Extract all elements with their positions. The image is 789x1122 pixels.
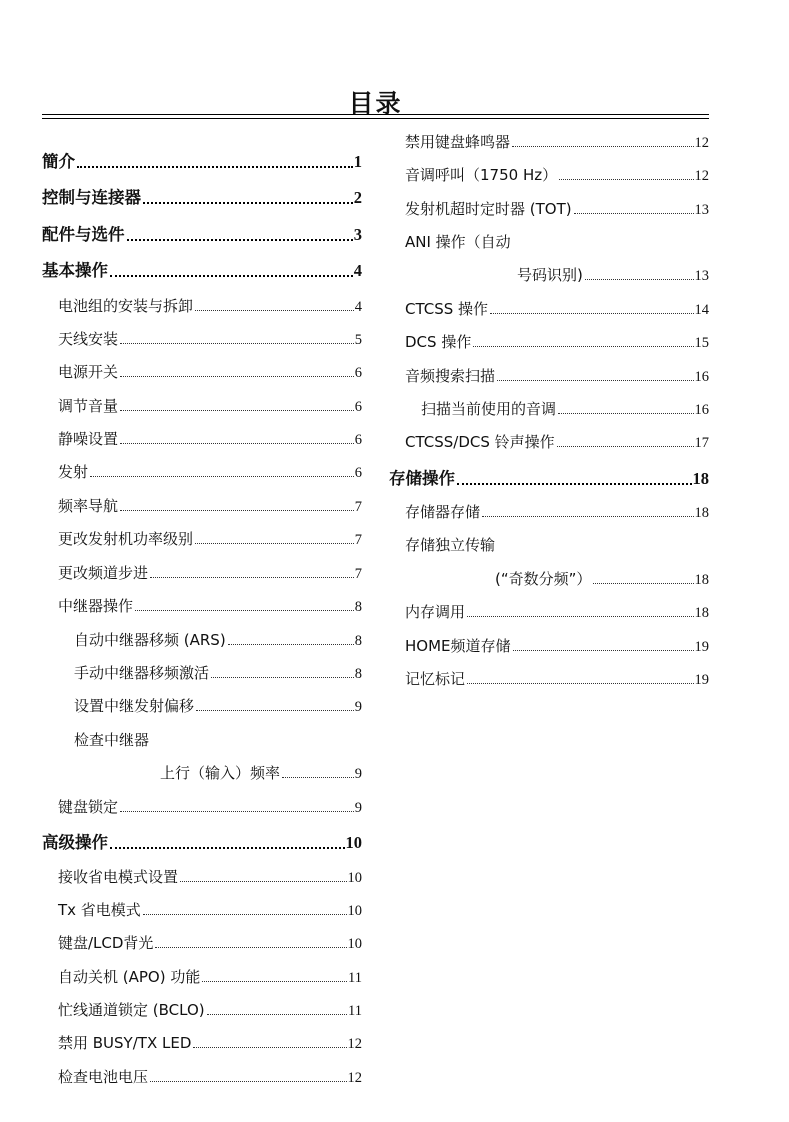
toc-entry[interactable] (74, 729, 149, 750)
toc-entry[interactable] (42, 221, 362, 245)
dot-leader (557, 446, 694, 447)
dot-leader (150, 577, 354, 578)
dot-leader (574, 213, 694, 214)
dot-leader (513, 650, 694, 651)
dot-leader (110, 275, 353, 277)
toc-entry-title: 更改频道步进 (58, 564, 149, 582)
toc-page-number: 9 (354, 699, 362, 715)
toc-page-number: 12 (694, 168, 709, 184)
toc-page-number: 13 (694, 268, 709, 284)
toc-entry-title: 发射机超时定时器 (TOT) (405, 200, 572, 218)
dot-leader (155, 947, 346, 948)
dot-leader (120, 343, 354, 344)
toc-page-number: 4 (353, 261, 362, 280)
toc-entry[interactable] (42, 829, 362, 853)
toc-entry[interactable] (58, 999, 362, 1020)
toc-entry[interactable] (58, 595, 362, 616)
toc-entry[interactable] (74, 695, 362, 716)
toc-entry-title: 设置中继发射偏移 (74, 697, 195, 715)
toc-page-number: 6 (354, 399, 362, 415)
dot-leader (143, 914, 347, 915)
toc-page-number: 7 (354, 566, 362, 582)
toc-entry[interactable] (58, 428, 362, 449)
toc-entry[interactable] (405, 198, 709, 219)
toc-page-number: 18 (694, 605, 709, 621)
dot-leader (482, 516, 693, 517)
dot-leader (120, 510, 354, 511)
toc-page-number: 19 (694, 672, 709, 688)
dot-leader (593, 583, 693, 584)
toc-entry-title: 内存调用 (405, 603, 466, 621)
dot-leader (512, 146, 693, 147)
toc-entry-title: 检查中继器 (74, 731, 150, 749)
dot-leader (282, 777, 354, 778)
dot-leader (196, 710, 354, 711)
toc-entry-title: 电源开关 (58, 363, 119, 381)
dot-leader (457, 483, 692, 485)
toc-entry[interactable] (58, 395, 362, 416)
dot-leader (195, 543, 354, 544)
toc-entry[interactable] (58, 1066, 362, 1087)
toc-page-number: 12 (694, 135, 709, 151)
dot-leader (490, 313, 693, 314)
toc-page-number: 5 (354, 332, 362, 348)
toc-page-number: 18 (694, 572, 709, 588)
toc-page-number: 9 (354, 766, 362, 782)
toc-entry[interactable] (160, 762, 362, 783)
toc-entry-title: CTCSS 操作 (405, 300, 489, 318)
toc-page-number: 18 (692, 469, 709, 488)
toc-entry[interactable] (389, 465, 709, 489)
toc-entry-title: 忙线通道锁定 (BCLO) (58, 1001, 205, 1019)
toc-page-number: 16 (694, 369, 709, 385)
toc-entry[interactable] (405, 635, 709, 656)
toc-page-number: 1 (353, 152, 362, 171)
toc-entry-title: 天线安装 (58, 330, 119, 348)
dot-leader (120, 376, 354, 377)
toc-entry-title: 自动中继器移频 (ARS) (74, 631, 226, 649)
toc-title: 目录 (348, 89, 403, 118)
dot-leader (90, 476, 354, 477)
toc-entry-title: 控制与连接器 (42, 188, 141, 207)
toc-page-number: 6 (354, 365, 362, 381)
dot-leader (211, 677, 354, 678)
toc-page-number: 15 (694, 335, 709, 351)
dot-leader (473, 346, 693, 347)
toc-entry[interactable] (405, 331, 709, 352)
toc-entry[interactable] (58, 796, 362, 817)
toc-entry-title: 发射 (58, 463, 89, 481)
title-rule (42, 114, 709, 115)
toc-entry-title: 记忆标记 (405, 670, 466, 688)
toc-entry-title: 存储独立传输 (405, 536, 496, 554)
toc-page-number: 12 (347, 1036, 362, 1052)
toc-entry[interactable] (405, 298, 709, 319)
toc-entry[interactable] (405, 668, 709, 689)
toc-entry-title: 键盘锁定 (58, 798, 119, 816)
toc-page-number: 13 (694, 202, 709, 218)
dot-leader (120, 410, 354, 411)
toc-page-number: 18 (694, 505, 709, 521)
dot-leader (207, 1014, 347, 1015)
toc-entry[interactable] (42, 257, 362, 281)
toc-page-number: 17 (694, 435, 709, 451)
dot-leader (585, 279, 694, 280)
toc-entry[interactable] (42, 148, 362, 172)
toc-entry[interactable] (405, 534, 495, 555)
toc-entry-title: 更改发射机功率级别 (58, 530, 194, 548)
dot-leader (120, 443, 354, 444)
toc-entry[interactable] (421, 398, 709, 419)
dot-leader (195, 310, 354, 311)
toc-entry-title: 接收省电模式设置 (58, 868, 179, 886)
toc-entry-title: HOME频道存储 (405, 637, 511, 655)
toc-page-number: 7 (354, 499, 362, 515)
dot-leader (202, 981, 347, 982)
toc-entry-title: DCS 操作 (405, 333, 472, 351)
toc-page-number: 6 (354, 465, 362, 481)
toc-entry-title: 簡介 (42, 152, 75, 171)
dot-leader (559, 179, 693, 180)
toc-page-number: 6 (354, 432, 362, 448)
toc-entry[interactable] (495, 568, 709, 589)
toc-entry-title: 频率导航 (58, 497, 119, 515)
dot-leader (135, 610, 354, 611)
dot-leader (110, 847, 345, 849)
toc-entry-title: 电池组的安装与拆卸 (58, 297, 194, 315)
toc-entry-title: Tx 省电模式 (58, 901, 141, 919)
dot-leader (193, 1047, 346, 1048)
toc-page-number: 4 (354, 299, 362, 315)
toc-entry[interactable] (405, 231, 511, 252)
toc-entry[interactable] (517, 264, 709, 285)
toc-page-number: 12 (347, 1070, 362, 1086)
toc-entry[interactable] (405, 501, 709, 522)
toc-page-number: 10 (347, 870, 362, 886)
dot-leader (228, 644, 354, 645)
toc-entry[interactable] (405, 131, 709, 152)
toc-page-number: 8 (354, 666, 362, 682)
toc-entry[interactable] (58, 866, 362, 887)
toc-entry[interactable] (58, 328, 362, 349)
toc-entry-title: 自动关机 (APO) 功能 (58, 968, 201, 986)
toc-page-number: 9 (354, 800, 362, 816)
toc-page-number: 11 (348, 970, 362, 986)
toc-entry-title: 上行（输入）频率 (160, 764, 281, 782)
toc-entry-title: 禁用 BUSY/TX LED (58, 1034, 192, 1052)
toc-page-number: 10 (345, 833, 362, 852)
dot-leader (127, 239, 353, 241)
toc-page-number: 8 (354, 599, 362, 615)
toc-entry-title: 检查电池电压 (58, 1068, 149, 1086)
dot-leader (467, 683, 693, 684)
toc-page-number: 14 (694, 302, 709, 318)
dot-leader (77, 166, 353, 168)
toc-entry[interactable] (74, 629, 362, 650)
toc-entry[interactable] (58, 932, 362, 953)
toc-page-number: 8 (354, 633, 362, 649)
toc-entry[interactable] (58, 528, 362, 549)
toc-page-number: 7 (354, 532, 362, 548)
dot-leader (497, 380, 693, 381)
toc-entry[interactable] (58, 1032, 362, 1053)
dot-leader (180, 881, 346, 882)
toc-entry-title: 音调呼叫（1750 Hz） (405, 166, 558, 184)
toc-entry-title: 基本操作 (42, 261, 108, 280)
dot-leader (558, 413, 693, 414)
toc-entry-title: (“奇数分频”） (495, 570, 592, 588)
toc-page-number: 10 (347, 903, 362, 919)
toc-entry-title: 存储操作 (389, 469, 455, 488)
toc-entry[interactable] (58, 966, 362, 987)
toc-entry[interactable] (405, 601, 709, 622)
toc-entry[interactable] (58, 361, 362, 382)
toc-entry-title: 调节音量 (58, 397, 119, 415)
toc-page-number: 11 (348, 1003, 362, 1019)
toc-entry[interactable] (58, 461, 362, 482)
dot-leader (143, 202, 353, 204)
toc-page-number: 2 (353, 188, 362, 207)
toc-entry-title: CTCSS/DCS 铃声操作 (405, 433, 555, 451)
title-rule (42, 118, 709, 119)
toc-entry-title: 高级操作 (42, 833, 108, 852)
toc-entry[interactable] (74, 662, 362, 683)
toc-entry[interactable] (58, 899, 362, 920)
dot-leader (467, 616, 693, 617)
toc-entry[interactable] (58, 295, 362, 316)
toc-entry[interactable] (405, 164, 709, 185)
toc-entry-title: 手动中继器移频激活 (74, 664, 210, 682)
toc-entry-title: 静噪设置 (58, 430, 119, 448)
toc-entry-title: 音频搜索扫描 (405, 367, 496, 385)
toc-entry-title: 存储器存储 (405, 503, 481, 521)
toc-entry[interactable] (405, 365, 709, 386)
toc-entry-title: 键盘/LCD背光 (58, 934, 154, 952)
toc-entry-title: 禁用键盘蜂鸣器 (405, 133, 511, 151)
toc-entry[interactable] (58, 495, 362, 516)
toc-page-number: 10 (347, 936, 362, 952)
toc-entry-title: 配件与选件 (42, 225, 125, 244)
toc-entry-title: 中继器操作 (58, 597, 134, 615)
toc-page-number: 16 (694, 402, 709, 418)
toc-page-number: 19 (694, 639, 709, 655)
toc-entry-title: ANI 操作（自动 (405, 233, 511, 251)
toc-entry[interactable] (58, 562, 362, 583)
toc-entry-title: 扫描当前使用的音调 (421, 400, 557, 418)
toc-entry[interactable] (405, 431, 709, 452)
toc-entry-title: 号码识别) (517, 266, 583, 284)
dot-leader (120, 811, 354, 812)
toc-entry[interactable] (42, 184, 362, 208)
toc-page-number: 3 (353, 225, 362, 244)
dot-leader (150, 1081, 346, 1082)
